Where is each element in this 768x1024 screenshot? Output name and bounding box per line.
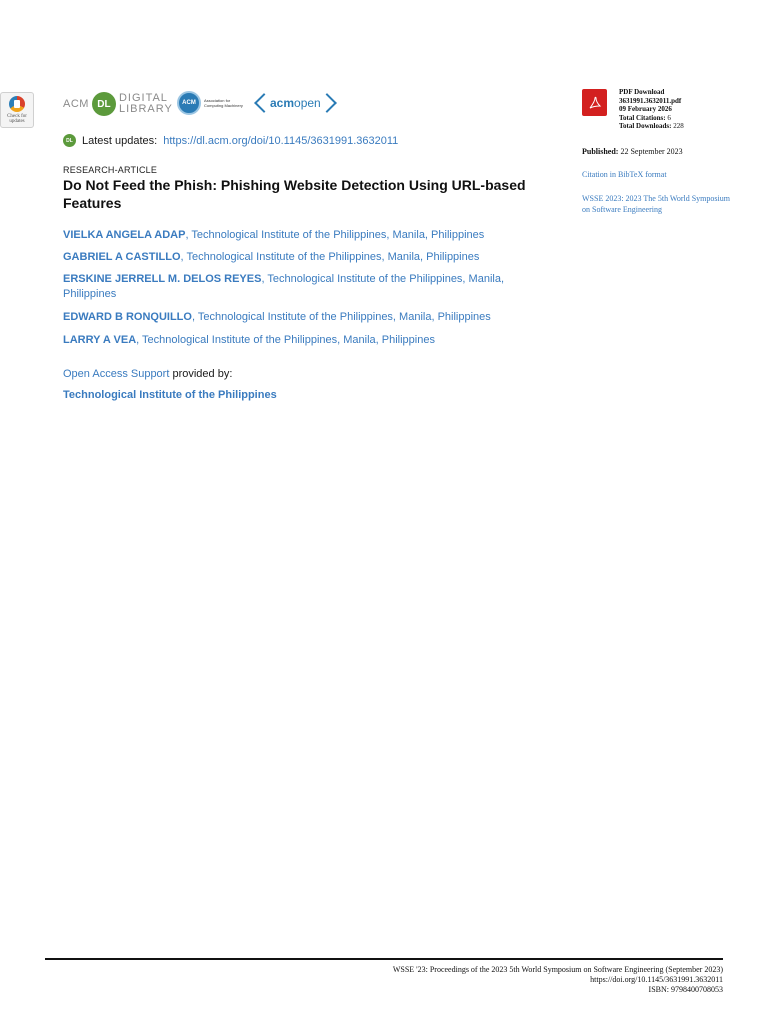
citations-label: Total Citations: (619, 113, 666, 122)
library-word: LIBRARY (118, 103, 173, 115)
acm-association-logo[interactable] (177, 90, 250, 116)
footer-divider (45, 958, 723, 960)
author-name[interactable]: EDWARD B RONQUILLO (63, 311, 192, 323)
dl-badge-icon: DL (92, 92, 116, 116)
acm-association-name: Association for Computing Machinery (204, 98, 243, 108)
article-title: Do Not Feed the Phish: Phishing Website Detection Using URL-based Features (63, 177, 526, 211)
open-access-suffix: provided by: (169, 368, 233, 380)
author-name[interactable]: ERSKINE JERRELL M. DELOS REYES (63, 273, 262, 285)
article-type: RESEARCH-ARTICLE (63, 165, 158, 175)
pdf-icon[interactable] (582, 89, 607, 116)
acm-dl-prefix: ACM (63, 98, 89, 110)
downloads-value: 228 (671, 122, 684, 130)
author-affiliation: , Technological Institute of the Philippines, Manila, Philippines (63, 273, 505, 300)
open-access-support-link[interactable]: Open Access Support (63, 368, 170, 380)
latest-updates (63, 134, 398, 147)
acm-open-light: open (294, 96, 321, 110)
author-entry[interactable] (63, 250, 538, 265)
published-date (582, 147, 683, 156)
author-affiliation: , Technological Institute of the Philippines, Manila, Philippines (191, 311, 491, 323)
check-for-updates-icon (9, 96, 25, 112)
pdf-download-info[interactable] (619, 88, 684, 131)
dl-small-icon: DL (63, 134, 76, 147)
latest-updates-link[interactable]: https://dl.acm.org/doi/10.1145/3631991.3632011 (163, 134, 399, 147)
bibtex-citation-link[interactable]: Citation in BibTeX format (582, 170, 667, 179)
author-affiliation: , Technological Institute of the Philippines, Manila, Philippines (185, 229, 485, 241)
digital-word: DIGITAL (118, 92, 168, 104)
author-affiliation: , Technological Institute of the Philippines, Manila, Philippines (136, 334, 435, 346)
author-entry[interactable] (63, 333, 538, 348)
digital-library-wordmark (119, 93, 173, 115)
check-for-updates-badge[interactable] (0, 92, 34, 128)
conference-link[interactable]: WSSE 2023: 2023 The 5th World Symposium on Software Engineering (582, 194, 730, 214)
author-entry[interactable] (63, 272, 538, 302)
pdf-date: 09 February 2026 (619, 105, 672, 113)
pdf-download-title[interactable]: PDF Download (619, 88, 665, 96)
author-name[interactable]: VIELKA ANGELA ADAP (63, 229, 186, 241)
author-entry[interactable] (63, 310, 538, 325)
open-access-line (63, 368, 232, 380)
latest-updates-label: Latest updates: (82, 134, 158, 147)
acm-open-bold: acm (270, 96, 295, 110)
author-name[interactable]: GABRIEL A CASTILLO (63, 251, 181, 263)
author-name[interactable]: LARRY A VEA (63, 334, 137, 346)
author-affiliation: , Technological Institute of the Philippines, Manila, Philippines (180, 251, 480, 263)
acm-seal-icon: ACM (177, 91, 201, 115)
footer-proceedings: WSSE '23: Proceedings of the 2023 5th World Symposium on Software Engineering (September 2023) (392, 965, 723, 974)
open-access-institution-link[interactable]: Technological Institute of the Philippines (63, 389, 277, 401)
pdf-filename: 3631991.3632011.pdf (619, 96, 682, 105)
published-value: 22 September 2023 (618, 147, 683, 156)
author-entry[interactable] (63, 228, 538, 243)
footer-doi: https://doi.org/10.1145/3631991.3632011 (590, 975, 723, 984)
downloads-label: Total Downloads: (619, 122, 672, 130)
check-for-updates-label: Check for updates (7, 114, 27, 124)
published-label: Published: (582, 147, 619, 156)
citations-value: 6 (665, 113, 671, 122)
acm-open-logo[interactable] (257, 90, 334, 116)
footer-citation (393, 965, 723, 995)
acm-digital-library-logo[interactable] (63, 92, 173, 116)
pdf-acrobat-glyph-icon (588, 96, 602, 110)
footer-isbn: ISBN: 9798400708053 (648, 985, 723, 994)
acm-open-wordmark (267, 96, 324, 110)
